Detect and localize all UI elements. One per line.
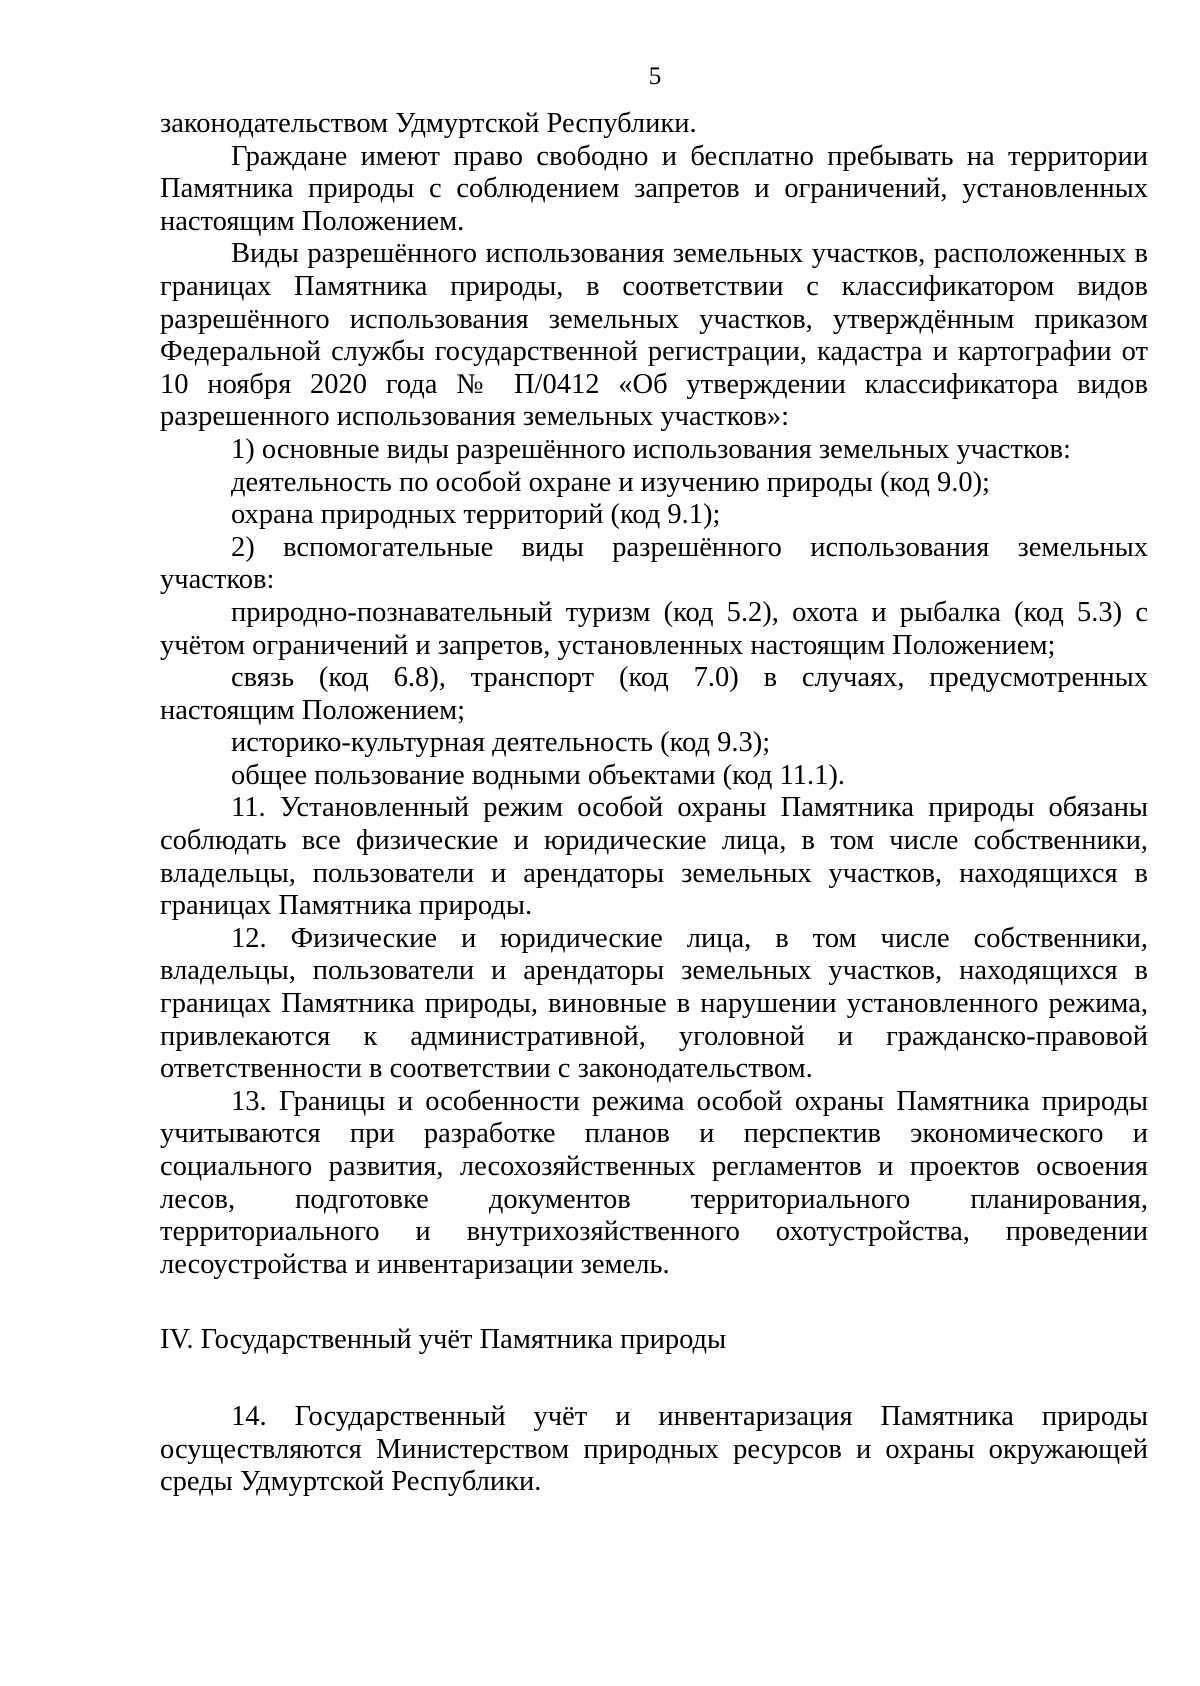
paragraph-continuation: законодательством Удмуртской Республики. — [160, 108, 697, 139]
paragraph-citizens-rights: Граждане имеют право свободно и бесплатно пребывать на территории Памятника природы с соблюдением запретов и ограничений, установленных настоящим Положением. — [160, 140, 1148, 237]
section-heading: IV. Государственный учёт Памятника природы — [160, 1324, 727, 1356]
clause-13: 13. Границы и особенности режима особой охраны Памятника природы учитываются при разработке планов и перспектив экономического и социального развития, лесохозяйственных регламентов и проектов освоения лесов, подготовке документов территориального планирования, территориального и внутрихозяйственного охотустройства, проведении лесоустройства и инвентаризации земель. — [160, 1085, 1148, 1280]
auxiliary-uses-heading: 2) вспомогательные виды разрешённого использования земельных участков: — [160, 531, 1148, 596]
paragraph-land-use-types: Виды разрешённого использования земельных участков, расположенных в границах Памятника природы, в соответствии с классификатором видов разрешённого использования земельных участков, утверждённым приказом Федеральной службы государственной регистрации, кадастра и картографии от 10 ноября 2020 года № П/0412 «Об утверждении классификатора видов разрешенного использования земельных участков»: — [160, 238, 1148, 433]
auxiliary-use-item: связь (код 6.8), транспорт (код 7.0) в случаях, предусмотренных настоящим Положением; — [160, 662, 1148, 726]
clause-14: 14. Государственный учёт и инвентаризация Памятника природы осуществляются Министерством природных ресурсов и охраны окружающей среды Удмуртской Республики. — [160, 1400, 1148, 1498]
main-uses-heading: 1) основные виды разрешённого использования земельных участков: — [231, 433, 1071, 465]
auxiliary-use-item: историко-культурная деятельность (код 9.3); — [231, 727, 771, 759]
document-body — [160, 108, 1148, 1499]
auxiliary-use-item: природно-познавательный туризм (код 5.2), охота и рыбалка (код 5.3) с учётом ограничений и запретов, установленных настоящим Положением; — [160, 596, 1148, 661]
main-use-item: охрана природных территорий (код 9.1); — [231, 499, 721, 531]
clause-11: 11. Установленный режим особой охраны Памятника природы обязаны соблюдать все физические и юридические лица, в том числе собственники, владельцы, пользователи и арендаторы земельных участков, находящихся в границах Памятника природы. — [160, 792, 1148, 922]
auxiliary-use-item: общее пользование водными объектами (код 11.1). — [231, 759, 845, 791]
main-use-item: деятельность по особой охране и изучению природы (код 9.0); — [231, 466, 990, 498]
clause-12: 12. Физические и юридические лица, в том числе собственники, владельцы, пользователи и арендаторы земельных участков, находящихся в границах Памятника природы, виновные в нарушении установленного режима, привлекаются к административной, уголовной и гражданско-правовой ответственности в соответствии с законодательством. — [160, 922, 1148, 1085]
page-number: 5 — [648, 63, 662, 90]
